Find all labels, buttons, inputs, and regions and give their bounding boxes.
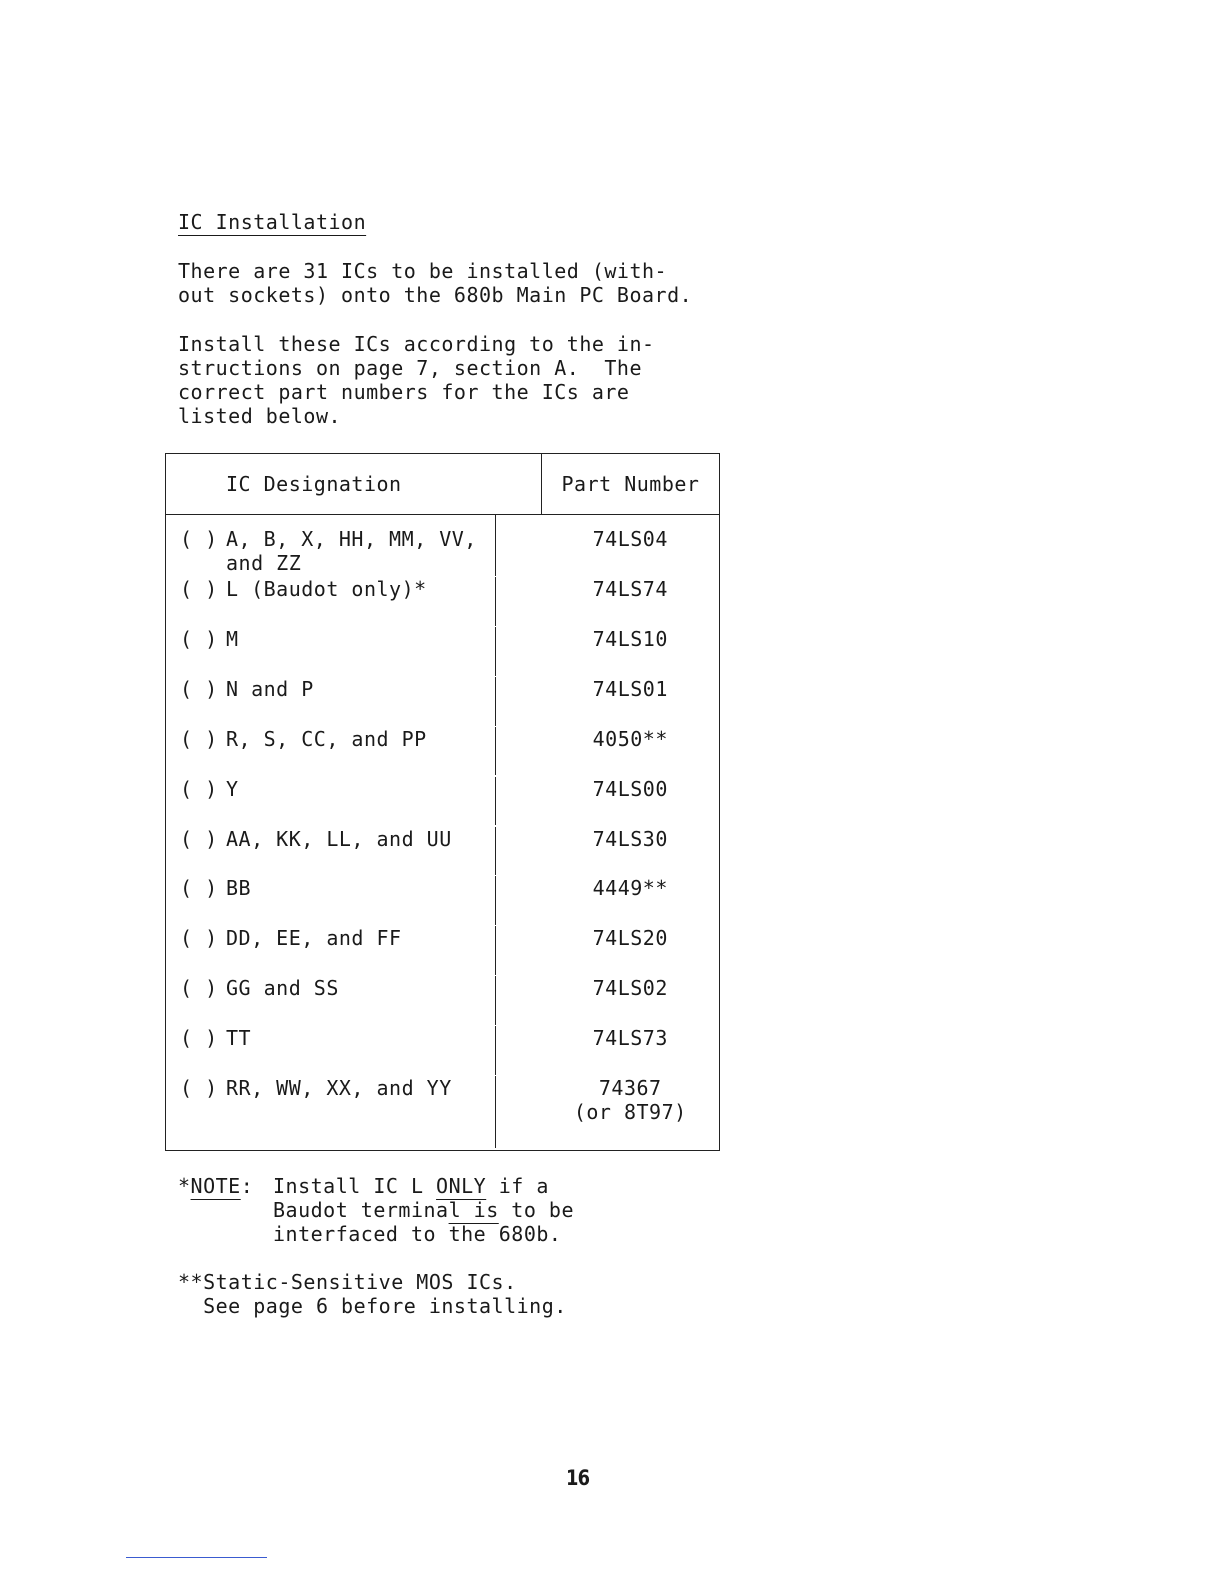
note-line2-emph: l is (448, 1198, 499, 1222)
ic-designation: GG and SS (226, 976, 339, 1001)
table-row (166, 727, 720, 777)
ic-designation-cell (166, 1026, 496, 1075)
ic-designation: Y (226, 776, 239, 801)
ic-designation: TT (226, 1026, 252, 1051)
ic-designation-cell (166, 1076, 496, 1148)
header-part-number: Part Number (542, 454, 720, 515)
baudot-note (178, 1174, 574, 1246)
table-row (166, 577, 720, 627)
part-number-text: 74LS02 (592, 976, 668, 1001)
ic-designation: R, S, CC, and PP (226, 726, 427, 751)
ic-designation: L (Baudot only)* (226, 577, 427, 602)
ic-designation: M (226, 627, 239, 652)
note-line1-pre: Install IC L (273, 1174, 437, 1198)
note-star: * (178, 1174, 191, 1198)
note-label-text: NOTE (190, 1174, 241, 1198)
table-row (166, 1026, 720, 1076)
note-line2-pre: Baudot termina (273, 1198, 449, 1222)
checkbox-marker[interactable]: ( ) (180, 627, 218, 652)
part-number-text: 74LS04 (592, 527, 668, 551)
part-number-text: 74367 (or 8T97) (573, 1075, 687, 1124)
ic-designation-cell (166, 577, 496, 626)
ic-designation: BB (226, 876, 252, 901)
ic-designation-cell (166, 515, 496, 576)
ic-designation-cell (166, 727, 496, 776)
note-label (178, 1174, 273, 1246)
part-number (542, 777, 720, 827)
intro-paragraph: There are 31 ICs to be installed (with- out sockets) onto the 680b Main PC Board. (178, 259, 693, 307)
ic-designation-cell (166, 876, 496, 925)
ic-designation-cell (166, 976, 496, 1025)
note-line2-post: to be (498, 1198, 574, 1222)
table-row (166, 926, 720, 976)
part-number-text: 74LS10 (592, 627, 668, 652)
checkbox-marker[interactable]: ( ) (180, 577, 218, 602)
ic-designation: N and P (226, 676, 314, 701)
part-number (542, 727, 720, 777)
note-line1-post: if a (486, 1174, 549, 1198)
ic-designation: AA, KK, LL, and UU (226, 826, 452, 851)
ic-designation-cell (166, 627, 496, 676)
header-ic-designation: IC Designation (166, 454, 542, 515)
checkbox-marker[interactable]: ( ) (180, 1075, 218, 1100)
part-number (542, 627, 720, 677)
footer-rule (126, 1557, 267, 1558)
part-number (542, 515, 720, 578)
part-number (542, 677, 720, 727)
checkbox-marker[interactable]: ( ) (180, 876, 218, 901)
ic-designation-cell (166, 926, 496, 975)
note-body (273, 1174, 574, 1246)
checkbox-marker[interactable]: ( ) (180, 676, 218, 701)
table-row (166, 976, 720, 1026)
table-row (166, 1076, 720, 1151)
checkbox-marker[interactable]: ( ) (180, 826, 218, 851)
table-row (166, 677, 720, 727)
ic-designation-cell (166, 827, 496, 876)
checkbox-marker[interactable]: ( ) (180, 776, 218, 801)
checkbox-marker[interactable]: ( ) (180, 527, 218, 551)
checkbox-marker[interactable]: ( ) (180, 976, 218, 1001)
part-number-text: 74LS00 (592, 776, 668, 801)
part-number (542, 827, 720, 877)
ic-designation-cell (166, 677, 496, 726)
note-colon: : (240, 1174, 254, 1198)
checkbox-marker[interactable]: ( ) (180, 726, 218, 751)
part-number-text: 4050** (592, 726, 668, 751)
table-row (166, 777, 720, 827)
ic-designation: RR, WW, XX, and YY (226, 1075, 452, 1100)
part-number-text: 74LS01 (592, 676, 668, 701)
note-emphasis-only: ONLY (436, 1174, 487, 1198)
checkbox-marker[interactable]: ( ) (180, 1026, 218, 1051)
part-number-text: 74LS30 (592, 826, 668, 851)
part-number-text: 74LS74 (592, 577, 668, 602)
section-heading: IC Installation (178, 210, 367, 234)
static-sensitive-note: **Static-Sensitive MOS ICs. See page 6 before installing. (178, 1270, 567, 1318)
ic-designation-cell (166, 777, 496, 826)
ic-designation: A, B, X, HH, MM, VV, and ZZ (226, 527, 477, 575)
part-number (542, 1076, 720, 1151)
page-number: 16 (566, 1466, 590, 1490)
part-number (542, 926, 720, 976)
part-number-text: 74LS20 (592, 926, 668, 951)
part-number (542, 577, 720, 627)
ic-parts-table (165, 453, 720, 1151)
part-number-text: 74LS73 (592, 1026, 668, 1051)
table-row (166, 876, 720, 926)
part-number (542, 976, 720, 1026)
instructions-paragraph: Install these ICs according to the in- structions on page 7, section A. The correct part numbers for the ICs are listed below. (178, 332, 655, 428)
table-row (166, 827, 720, 877)
note-line3: interfaced to the 680b. (273, 1222, 562, 1246)
part-number (542, 876, 720, 926)
part-number (542, 1026, 720, 1076)
table-row (166, 515, 720, 578)
table-row (166, 627, 720, 677)
part-number-text: 4449** (592, 876, 668, 901)
table-header-row (166, 454, 720, 515)
ic-designation: DD, EE, and FF (226, 926, 402, 951)
checkbox-marker[interactable]: ( ) (180, 926, 218, 951)
